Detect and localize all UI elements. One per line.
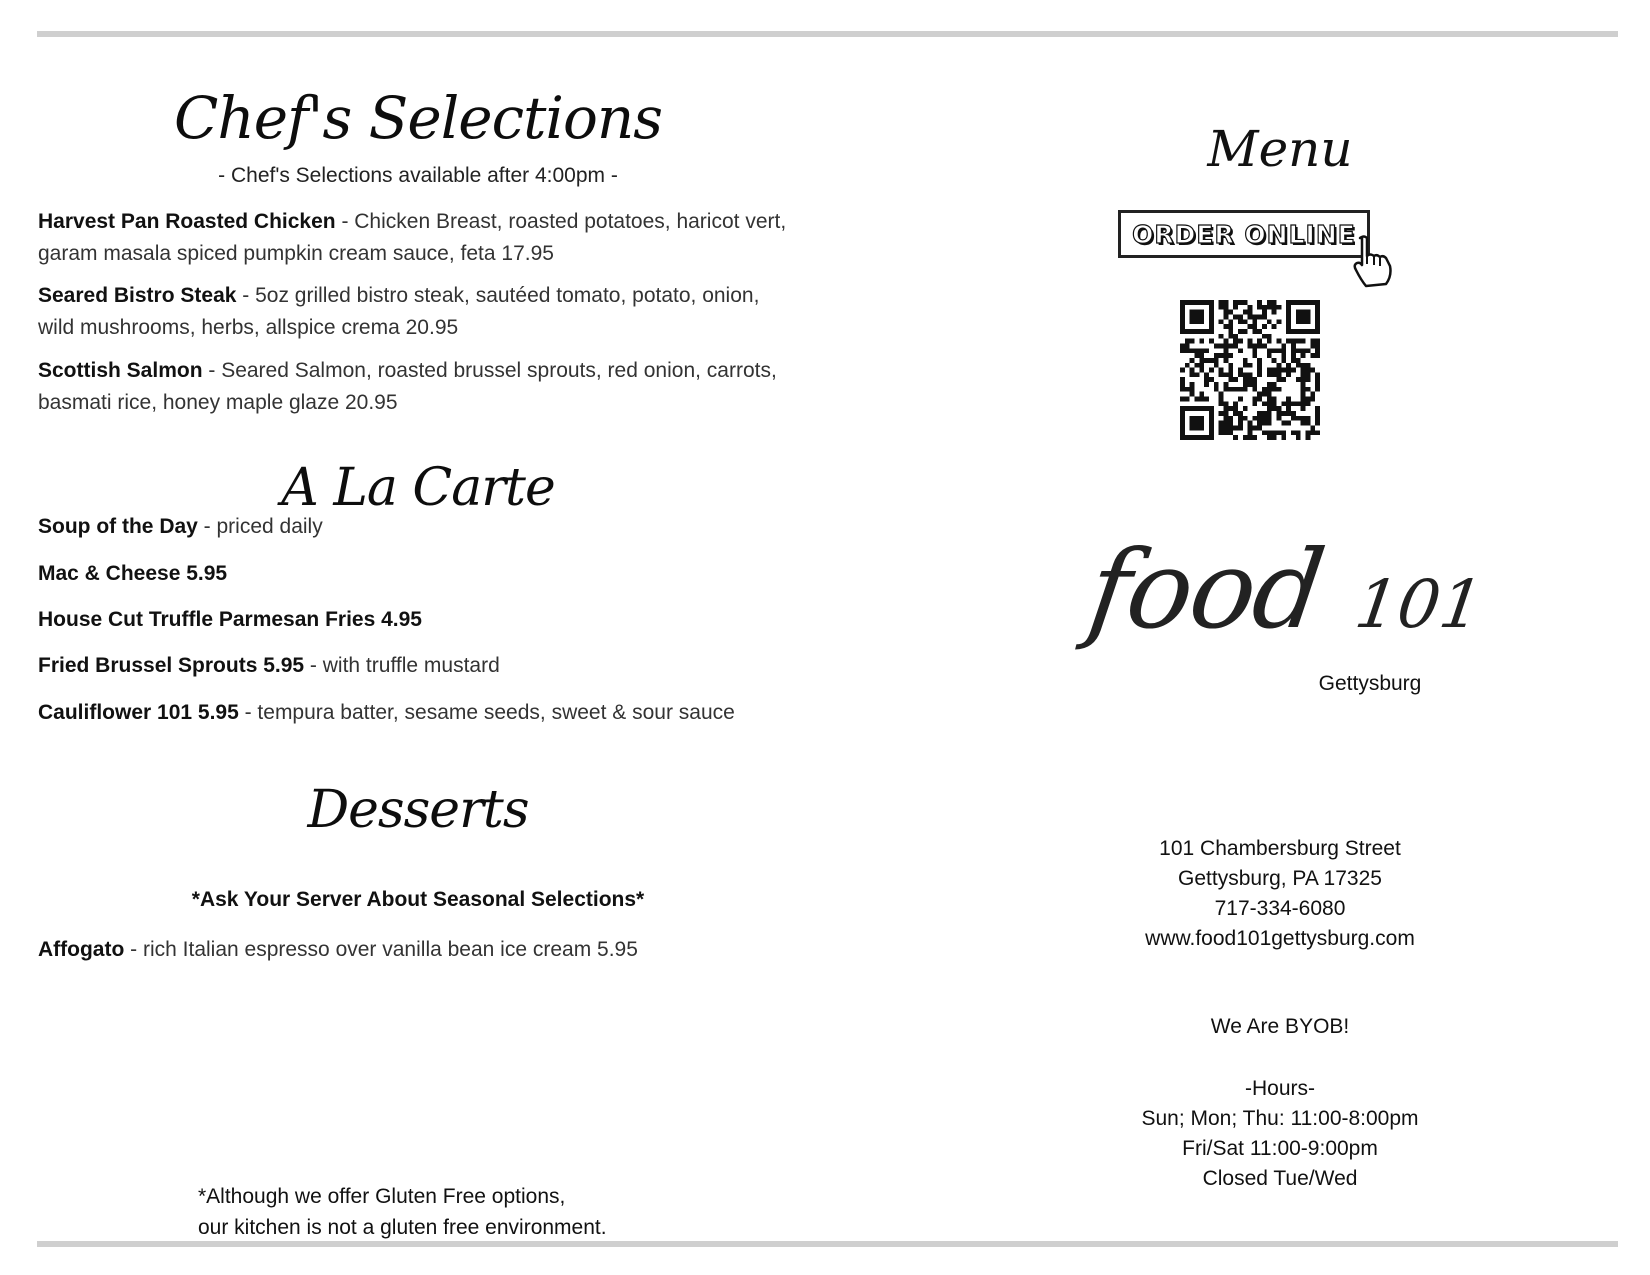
menu-item: [38, 650, 798, 682]
hours-block: [1060, 1074, 1500, 1194]
gluten-note-line: *Although we offer Gluten Free options,: [198, 1185, 566, 1208]
website-link[interactable]: www.food101gettysburg.com: [1145, 927, 1415, 950]
logo-location: Gettysburg: [1318, 672, 1422, 695]
qr-code-icon[interactable]: [1180, 300, 1320, 440]
menu-item: [38, 280, 798, 344]
left-panel: [38, 0, 798, 1275]
menu-item: [38, 355, 798, 419]
chefs-availability-note: - Chef's Selections available after 4:00pm -: [218, 164, 618, 187]
address-line: 101 Chambersburg Street: [1159, 837, 1401, 860]
menu-item: [38, 558, 798, 590]
hand-pointer-icon: [1346, 234, 1396, 290]
item-desc: - rich Italian espresso over vanilla bean ice cream 5.95: [124, 938, 638, 961]
logo-number: 101: [1350, 566, 1488, 643]
item-name: Scottish Salmon: [38, 359, 203, 382]
hours-line: Closed Tue/Wed: [1202, 1167, 1358, 1190]
menu-item: [38, 934, 798, 966]
hours-title: -Hours-: [1244, 1077, 1315, 1100]
item-name: Harvest Pan Roasted Chicken: [38, 210, 336, 233]
item-name: Soup of the Day: [38, 515, 198, 538]
item-name: Mac & Cheese 5.95: [38, 562, 228, 585]
item-desc: - Chicken Breast, roasted potatoes, haricot vert, garam masala spiced pumpkin cream sauce, feta 17.95: [38, 210, 787, 265]
seasonal-note: *Ask Your Server About Seasonal Selections*: [191, 888, 645, 911]
address-line: Gettysburg, PA 17325: [1178, 867, 1382, 890]
right-panel: [1060, 0, 1500, 1275]
gluten-note-line: our kitchen is not a gluten free environment.: [198, 1216, 607, 1239]
menu-item: [38, 697, 798, 729]
desserts-heading: Desserts: [307, 780, 529, 840]
menu-item: [38, 206, 798, 270]
item-desc: - with truffle mustard: [304, 654, 500, 677]
chefs-selections-heading: Chef's Selections: [174, 84, 662, 152]
item-name: Fried Brussel Sprouts 5.95: [38, 654, 305, 677]
hours-line: Fri/Sat 11:00-9:00pm: [1182, 1137, 1378, 1160]
gluten-free-note: [198, 1181, 718, 1243]
phone-number[interactable]: 717-334-6080: [1214, 897, 1346, 920]
item-desc: - tempura batter, sesame seeds, sweet & sour sauce: [238, 701, 735, 724]
address-block: [1060, 834, 1500, 954]
menu-title: Menu: [1207, 120, 1353, 178]
logo-word: food: [1081, 528, 1330, 653]
order-online-button[interactable]: ORDER ONLINE: [1118, 210, 1370, 258]
item-desc: - priced daily: [197, 515, 323, 538]
item-desc: - Seared Salmon, roasted brussel sprouts, red onion, carrots, basmati rice, honey maple glaze 20.95: [38, 359, 777, 414]
byob-note: We Are BYOB!: [1210, 1015, 1350, 1038]
item-name: Cauliflower 101 5.95: [38, 701, 239, 724]
a-la-carte-heading: A La Carte: [281, 458, 555, 518]
bottom-divider: [37, 1241, 1618, 1247]
item-name: Seared Bistro Steak: [38, 284, 237, 307]
hours-line: Sun; Mon; Thu: 11:00-8:00pm: [1141, 1107, 1419, 1130]
menu-item: [38, 511, 798, 543]
item-name: House Cut Truffle Parmesan Fries 4.95: [38, 608, 422, 631]
food101-logo: [1081, 528, 1490, 658]
item-desc: - 5oz grilled bistro steak, sautéed tomato, potato, onion, wild mushrooms, herbs, allspice crema 20.95: [38, 284, 760, 339]
menu-item: [38, 604, 798, 636]
item-name: Affogato: [38, 938, 125, 961]
